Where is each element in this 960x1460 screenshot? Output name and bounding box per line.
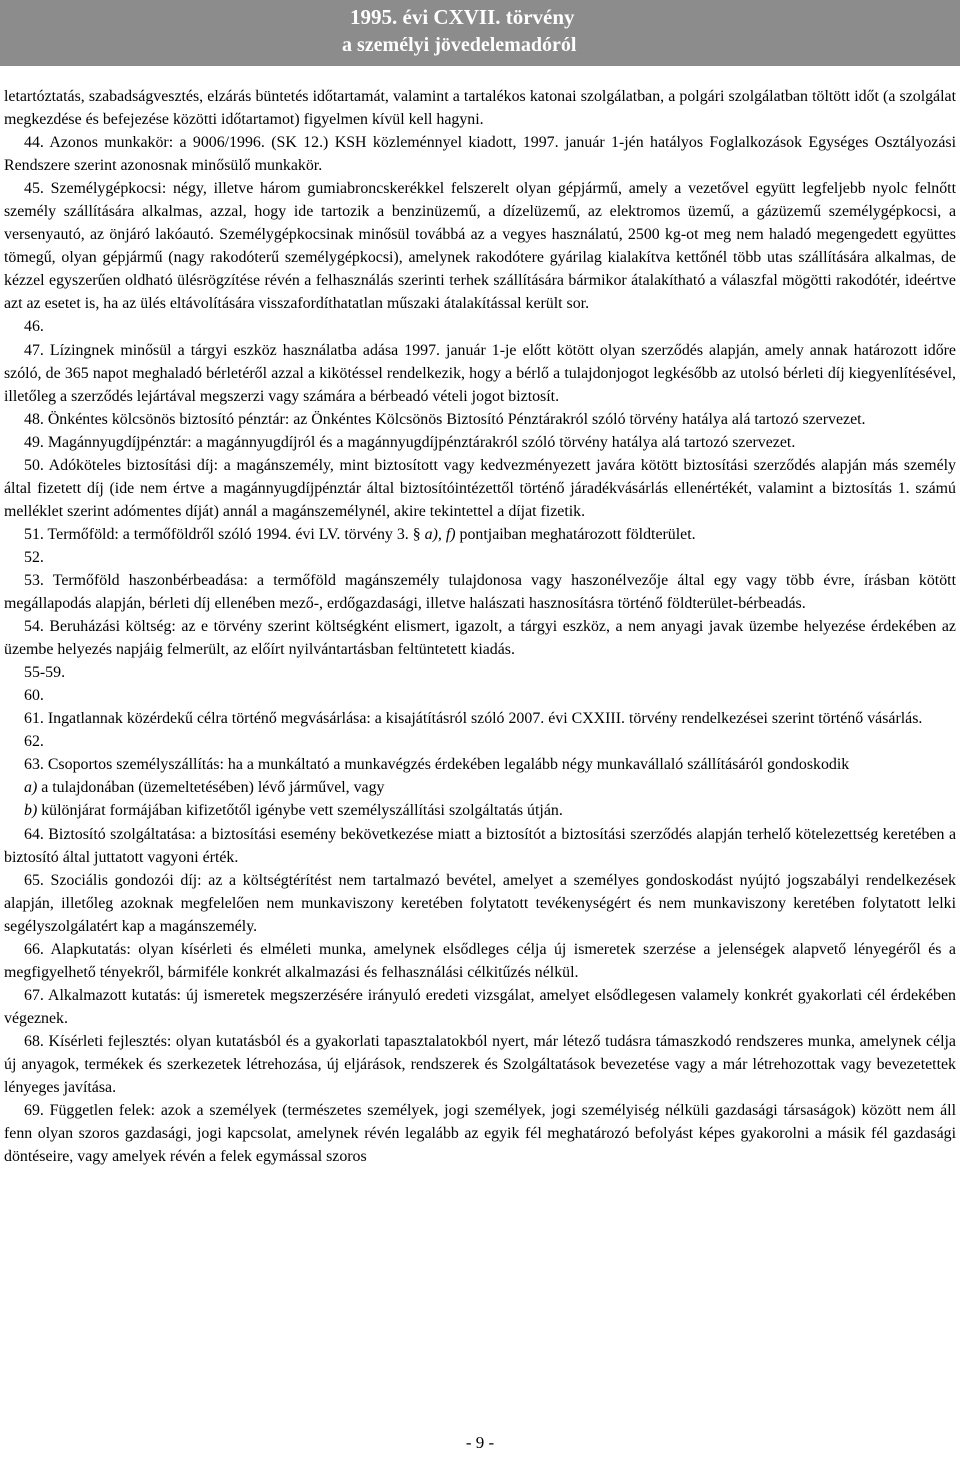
definition-63-a: a) a tulajdonában (üzemeltetésében) lévő járművel, vagy xyxy=(24,779,385,797)
page-number: - 9 - xyxy=(465,1433,495,1452)
definition-66: 66. Alapkutatás: olyan kísérleti és elméleti munka, amelynek elsődleges célja új ismeretek szerzése a jelenségek alapvető lényegéről és a megfigyelhető tényekről, bármiféle konkrét alkalmazási és felhasználási célkitűzés nélkül. xyxy=(4,940,956,981)
definition-44: 44. Azonos munkakör: a 9006/1996. (SK 12.) KSH közleménnyel kiadott, 1997. január 1-jén hatályos Foglalkozások Egységes Osztályozási Rendszere szerint azonosnak minősülő munkakör. xyxy=(4,134,956,175)
law-subtitle: a személyi jövedelemadóról xyxy=(342,34,577,56)
document-body xyxy=(4,85,956,1168)
definition-55-59: 55-59. xyxy=(24,664,66,682)
definition-63: 63. Csoportos személyszállítás: ha a munkáltató a munkavégzés érdekében legalább négy munkavállaló szállításáról gondoskodik xyxy=(24,756,850,774)
definition-50: 50. Adóköteles biztosítási díj: a magánszemély, mint biztosított vagy kedvezményezett javára kötött biztosítási szerződés alapján más személy által fizetett díj (ide nem értve a magánnyugdíjpénztár által biztosítóintézettől történő járadékvásárlás ellenértékét, valamint a biztosítás 1. számú melléklet szerint adómentes díját) annál a magánszemélynél, akire tekintettel a díjat fizetik. xyxy=(4,456,956,520)
definition-49: 49. Magánnyugdíjpénztár: a magánnyugdíjról és a magánnyugdíjpénztárakról szóló törvény hatálya alá tartozó szervezet. xyxy=(24,433,796,451)
definition-47: 47. Lízingnek minősül a tárgyi eszköz használatba adása 1997. január 1-je előtt kötött olyan szerződés alapján, amely annak határozott időre szóló, de 365 napot meghaladó bérletéről azzal a kikötéssel rendelkezik, hogy a bérlő a tulajdonjogot legkésőbb az utolsó bérleti díj kiegyenlítésével, illetőleg a szerződés lejártával megszerzi vagy számára a bérbeadó vételi jogot biztosít. xyxy=(4,341,956,405)
definition-46: 46. xyxy=(24,318,44,336)
document-header xyxy=(0,0,960,66)
definition-69: 69. Független felek: azok a személyek (természetes személyek, jogi személyek, jogi személyiség nélküli gazdasági társaságok) között nem áll fenn olyan szoros gazdasági, jogi kapcsolat, amelynek révén legalább az egyik fél meghatározó befolyást képes gyakorolni a másik fél gazdasági döntéseire, vagy amelyek révén a felek egymással szoros xyxy=(4,1102,956,1166)
law-title: 1995. évi CXVII. törvény xyxy=(350,5,575,29)
definition-53: 53. Termőföld haszonbérbeadása: a termőföld magánszemély tulajdonosa vagy haszonélvezője által egy vagy több évre, írásban kötött megállapodás alapján, bérleti díj ellenében mező-, erdőgazdasági, illetve halászati hasznosításra történő földterület-bérbeadás. xyxy=(4,571,956,613)
definition-52: 52. xyxy=(24,548,44,566)
definition-54: 54. Beruházási költség: az e törvény szerint költségként elismert, igazolt, a tárgyi eszköz, a nem anyagi javak üzembe helyezése érdekében az üzembe helyezés napjáig felmerült, az előírt nyilvántartásban feltüntetett kiadás. xyxy=(4,618,956,659)
definition-65: 65. Szociális gondozói díj: az a költségtérítést nem tartalmazó bevétel, amelyet a személyes gondoskodást nyújtó jogszabályi rendelkezések alapján, illetőleg azoknak megfelelően nem munkaviszony keretében folytatott tevékenységért és nem munkaviszony keretében folytatott lelki segélyszolgálatért kap a magánszemély. xyxy=(4,871,956,935)
definition-51: 51. Termőföld: a termőföldről szóló 1994. évi LV. törvény 3. § a), f) pontjaiban meghatározott földterület. xyxy=(24,525,696,543)
definition-67: 67. Alkalmazott kutatás: új ismeretek megszerzésére irányuló eredeti vizsgálat, amelyet elsődlegesen valamely konkrét gyakorlati cél érdekében végeznek. xyxy=(4,986,956,1027)
definition-63-b: b) különjárat formájában kifizetőtől igénybe vett személyszállítási szolgáltatás útján. xyxy=(24,802,563,820)
paragraph-continuation: letartóztatás, szabadságvesztés, elzárás büntetés időtartamát, valamint a tartalékos katonai szolgálatban, a polgári szolgálatban töltött időt (a szolgálat megkezdése és befejezése közötti időtartamot) figyelmen kívül kell hagyni. xyxy=(4,88,956,129)
definition-68: 68. Kísérleti fejlesztés: olyan kutatásból és a gyakorlati tapasztalatokból nyert, már létező tudásra támaszkodó rendszeres munka, amelynek célja új anyagok, termékek és szerkezetek létrehozása, új eljárások, rendszerek és Szolgáltatások bevezetése vagy a már létrehozottak vagy bevezetettek lényeges javítása. xyxy=(4,1032,956,1097)
definition-60: 60. xyxy=(24,687,44,705)
definition-64: 64. Biztosító szolgáltatása: a biztosítási esemény bekövetkezése miatt a biztosítót a biztosítási szerződés alapján terhelő kötelezettség keretében a biztosító által juttatott vagyoni érték. xyxy=(4,825,956,866)
definition-62: 62. xyxy=(24,733,44,751)
definition-61: 61. Ingatlannak közérdekű célra történő megvásárlása: a kisajátításról szóló 2007. évi CXXIII. törvény rendelkezései szerint történő vásárlás. xyxy=(24,710,923,728)
definition-48: 48. Önkéntes kölcsönös biztosító pénztár: az Önkéntes Kölcsönös Biztosító Pénztárakról szóló törvény hatálya alá tartozó szervezet. xyxy=(24,410,866,428)
definition-45: 45. Személygépkocsi: négy, illetve három gumiabroncskerékkel felszerelt olyan gépjármű, amely a vezetővel együtt legfeljebb nyolc felnőtt személy szállítására alkalmas, azzal, hogy ide tartozik a benzinüzemű, a dízelüzemű, az elektromos üzemű, a gázüzemű személygépkocsi, a versenyautó, az önjáró lakóautó. Személygépkocsinak minősül továbbá az a vegyes használatú, 2500 kg-ot meg nem haladó megengedett együttes tömegű, olyan gépjármű (nagy rakodóterű személygépkocsi), amelynek rakodótere gyárilag kialakítva kettőnél több utas szállítására alkalmas, de kézzel egyszerűen oldható ülésrögzítése révén a felhasználás szerinti terhek szállítására bármikor átalakítható a válaszfal mögötti rakodótér, ideértve azt az esetet is, ha az ülés eltávolítására visszafordíthatatlan műszaki átalakítással került sor. xyxy=(4,180,956,313)
